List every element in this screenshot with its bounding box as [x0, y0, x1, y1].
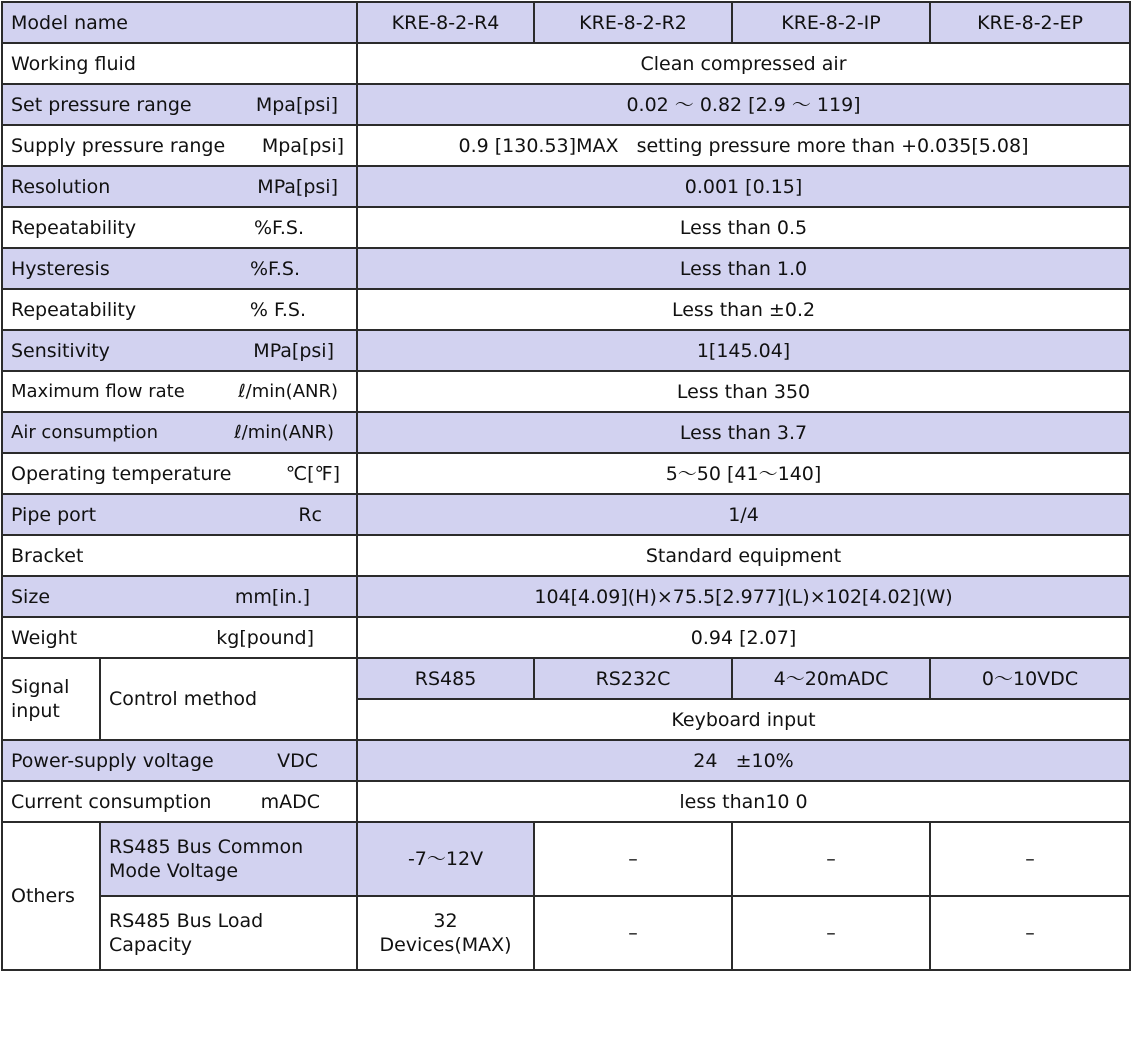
row-name: Hysteresis	[11, 257, 110, 280]
signal-input-row-1	[2, 658, 1130, 699]
spec-row-repeatability-2	[2, 289, 1130, 330]
others-label-load-capacity: RS485 Bus Load Capacity	[100, 896, 357, 970]
row-value: 104[4.09](H)×75.5[2.977](L)×102[4.02](W)	[357, 576, 1130, 617]
spec-row-current	[2, 781, 1130, 822]
row-name: Pipe port	[11, 503, 97, 526]
spec-row-hysteresis	[2, 248, 1130, 289]
row-value: Less than 350	[357, 371, 1130, 412]
header-row	[2, 2, 1130, 43]
others-row-1	[2, 822, 1130, 896]
row-unit: %F.S.	[249, 257, 301, 280]
row-value: Less than 1.0	[357, 248, 1130, 289]
spec-row-bracket	[2, 535, 1130, 576]
spec-row-working-fluid	[2, 43, 1130, 84]
row-name: Maximum flow rate	[11, 380, 185, 402]
row-unit: Mpa[psi]	[255, 93, 339, 116]
row-unit: Rc	[298, 503, 323, 526]
spec-row-set-pressure	[2, 84, 1130, 125]
row-value: Standard equipment	[357, 535, 1130, 576]
model-r2: KRE-8-2-R2	[534, 2, 732, 43]
others-value: –	[534, 822, 732, 896]
row-name: Set pressure range	[11, 93, 192, 116]
row-name: Current consumption	[11, 790, 212, 813]
others-value: –	[930, 896, 1130, 970]
row-name: Air consumption	[11, 421, 158, 443]
row-unit: mm[in.]	[234, 585, 311, 608]
row-name: Repeatability	[11, 298, 137, 321]
row-value: 1/4	[357, 494, 1130, 535]
row-unit: ℃[℉]	[285, 462, 341, 485]
control-method-label: Control method	[100, 658, 357, 740]
others-row-2	[2, 896, 1130, 970]
row-name: Operating temperature	[11, 462, 232, 485]
spec-row-repeatability	[2, 207, 1130, 248]
row-value: 0.001 [0.15]	[357, 166, 1130, 207]
others-value: –	[930, 822, 1130, 896]
others-value: -7～12V	[357, 822, 534, 896]
method-rs232c: RS232C	[534, 658, 732, 699]
spec-table	[1, 1, 1131, 971]
spec-row-pipe-port	[2, 494, 1130, 535]
others-value: –	[732, 822, 930, 896]
method-4-20ma: 4～20mADC	[732, 658, 930, 699]
row-value: 24 ±10%	[357, 740, 1130, 781]
method-0-10v: 0～10VDC	[930, 658, 1130, 699]
spec-row-air-consumption	[2, 412, 1130, 453]
row-name: Sensitivity	[11, 339, 110, 362]
row-value: less than10 0	[357, 781, 1130, 822]
row-name: Size	[11, 585, 51, 608]
row-unit: VDC	[277, 749, 319, 772]
model-ep: KRE-8-2-EP	[930, 2, 1130, 43]
row-value: 0.02 ～ 0.82 [2.9 ～ 119]	[357, 84, 1130, 125]
row-name: Weight	[11, 626, 78, 649]
spec-row-resolution	[2, 166, 1130, 207]
row-name: Repeatability	[11, 216, 137, 239]
row-value: Less than ±0.2	[357, 289, 1130, 330]
row-name: Working fluid	[11, 52, 136, 75]
model-ip: KRE-8-2-IP	[732, 2, 930, 43]
spec-row-power-supply	[2, 740, 1130, 781]
row-value: Less than 3.7	[357, 412, 1130, 453]
keyboard-input: Keyboard input	[357, 699, 1130, 740]
spec-row-sensitivity	[2, 330, 1130, 371]
row-value: 0.9 [130.53]MAX setting pressure more than +0.035[5.08]	[357, 125, 1130, 166]
row-value: Less than 0.5	[357, 207, 1130, 248]
row-unit: kg[pound]	[216, 626, 315, 649]
spec-row-size	[2, 576, 1130, 617]
row-unit: Mpa[psi]	[261, 134, 345, 157]
row-value: 5～50 [41～140]	[357, 453, 1130, 494]
row-unit: MPa[psi]	[257, 175, 339, 198]
others-value: 32 Devices(MAX)	[357, 896, 534, 970]
others-label-common-mode: RS485 Bus Common Mode Voltage	[100, 822, 357, 896]
model-name-label: Model name	[2, 2, 357, 43]
row-name: Bracket	[11, 544, 84, 567]
method-rs485: RS485	[357, 658, 534, 699]
others-group: Others	[2, 822, 100, 970]
spec-row-weight	[2, 617, 1130, 658]
row-unit: MPa[psi]	[253, 339, 335, 362]
model-r4: KRE-8-2-R4	[357, 2, 534, 43]
row-name: Supply pressure range	[11, 134, 226, 157]
others-value: –	[534, 896, 732, 970]
row-unit: %F.S.	[253, 216, 305, 239]
row-unit: % F.S.	[249, 298, 307, 321]
row-value: 0.94 [2.07]	[357, 617, 1130, 658]
row-unit: ℓ/min(ANR)	[238, 380, 339, 402]
row-value: Clean compressed air	[357, 43, 1130, 84]
row-unit: ℓ/min(ANR)	[234, 421, 335, 443]
signal-input-group: Signal input	[2, 658, 100, 740]
row-name: Power-supply voltage	[11, 749, 214, 772]
others-value: –	[732, 896, 930, 970]
spec-row-max-flow	[2, 371, 1130, 412]
spec-row-supply-pressure	[2, 125, 1130, 166]
spec-row-operating-temperature	[2, 453, 1130, 494]
row-name: Resolution	[11, 175, 111, 198]
row-value: 1[145.04]	[357, 330, 1130, 371]
row-unit: mADC	[260, 790, 321, 813]
